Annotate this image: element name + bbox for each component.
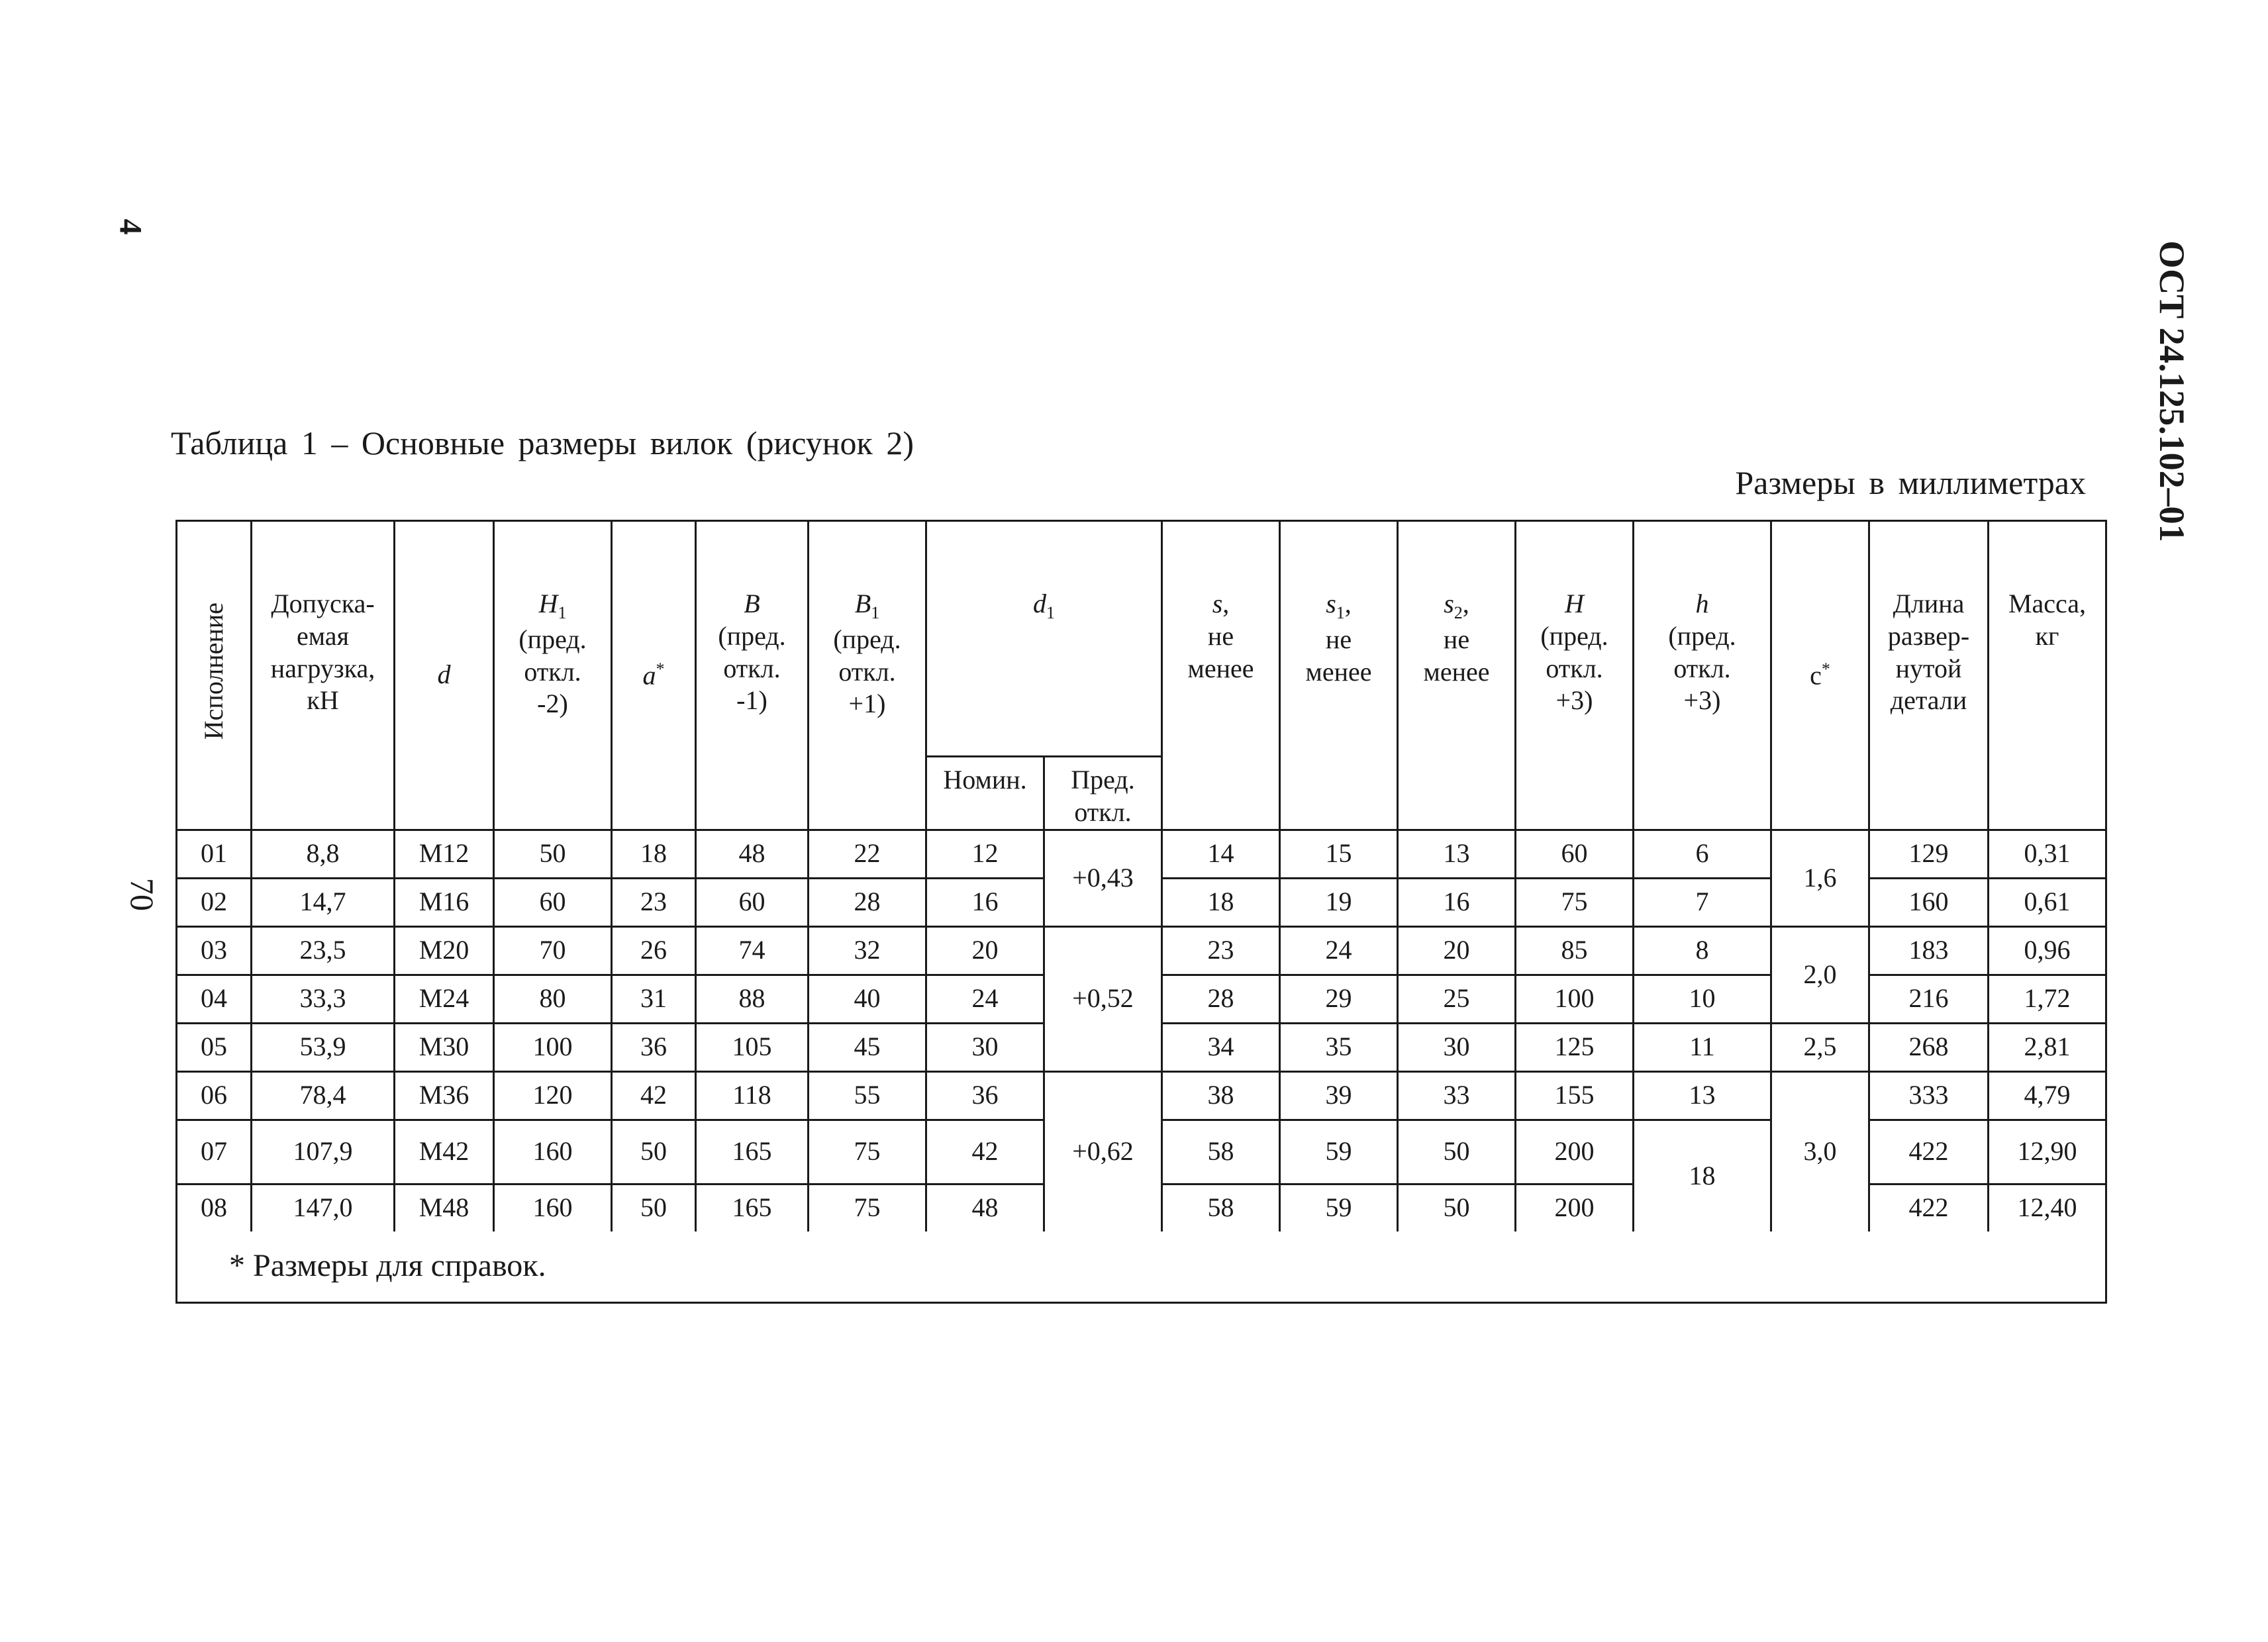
cell-H1: 60 — [494, 878, 612, 926]
table-row — [177, 926, 2106, 975]
cell-mass: 0,31 — [1989, 830, 2106, 878]
cell-h: 6 — [1634, 830, 1771, 878]
cell-d: M12 — [395, 830, 494, 878]
cell-load: 23,5 — [252, 926, 395, 975]
cell-length: 183 — [1869, 926, 1989, 975]
cell-H: 60 — [1516, 830, 1634, 878]
header-c: c* — [1771, 521, 1869, 830]
cell-s1: 59 — [1280, 1120, 1398, 1184]
cell-d1: 36 — [926, 1071, 1044, 1120]
cell-B1: 75 — [809, 1120, 926, 1184]
cell-exec: 08 — [177, 1184, 252, 1232]
cell-length: 333 — [1869, 1071, 1989, 1120]
cell-H: 155 — [1516, 1071, 1634, 1120]
cell-d1: 20 — [926, 926, 1044, 975]
cell-d1: 12 — [926, 830, 1044, 878]
cell-mass: 0,61 — [1989, 878, 2106, 926]
header-d: d — [395, 521, 494, 830]
cell-mass: 1,72 — [1989, 975, 2106, 1023]
cell-H1: 120 — [494, 1071, 612, 1120]
cell-c: 2,0 — [1771, 926, 1869, 1023]
cell-B: 60 — [696, 878, 809, 926]
header-B: B (пред. откл. -1) — [696, 521, 809, 830]
table-row — [177, 830, 2106, 878]
header-s1: $s_1$, не менее — [1280, 521, 1398, 830]
cell-B: 88 — [696, 975, 809, 1023]
cell-s: 34 — [1162, 1023, 1280, 1071]
cell-mass: 2,81 — [1989, 1023, 2106, 1071]
cell-length: 160 — [1869, 878, 1989, 926]
cell-exec: 01 — [177, 830, 252, 878]
cell-d: M36 — [395, 1071, 494, 1120]
cell-d1: 48 — [926, 1184, 1044, 1232]
cell-a: 18 — [612, 830, 696, 878]
cell-B1: 75 — [809, 1184, 926, 1232]
cell-B: 105 — [696, 1023, 809, 1071]
cell-s1: 15 — [1280, 830, 1398, 878]
cell-mass: 4,79 — [1989, 1071, 2106, 1120]
cell-H1: 100 — [494, 1023, 612, 1071]
cell-H: 75 — [1516, 878, 1634, 926]
cell-s1: 59 — [1280, 1184, 1398, 1232]
cell-H1: 160 — [494, 1120, 612, 1184]
cell-H: 125 — [1516, 1023, 1634, 1071]
cell-H1: 160 — [494, 1184, 612, 1232]
cell-s2: 25 — [1398, 975, 1516, 1023]
cell-s2: 50 — [1398, 1184, 1516, 1232]
cell-H: 100 — [1516, 975, 1634, 1023]
header-mass: Масса, кг — [1989, 521, 2106, 830]
cell-exec: 03 — [177, 926, 252, 975]
cell-d1: 42 — [926, 1120, 1044, 1184]
cell-load: 8,8 — [252, 830, 395, 878]
sheet-number: 70 — [124, 878, 161, 911]
cell-c: 3,0 — [1771, 1071, 1869, 1232]
table-footnote: * Размеры для справок. — [177, 1232, 2106, 1303]
cell-B: 165 — [696, 1120, 809, 1184]
cell-a: 23 — [612, 878, 696, 926]
cell-h: 18 — [1634, 1120, 1771, 1232]
cell-mass: 12,90 — [1989, 1120, 2106, 1184]
cell-B1: 55 — [809, 1071, 926, 1120]
page-number: 4 — [113, 218, 148, 235]
header-s: s, не менее — [1162, 521, 1280, 830]
cell-h: 10 — [1634, 975, 1771, 1023]
cell-H1: 50 — [494, 830, 612, 878]
cell-s1: 39 — [1280, 1071, 1398, 1120]
cell-B1: 28 — [809, 878, 926, 926]
cell-B1: 45 — [809, 1023, 926, 1071]
cell-s2: 33 — [1398, 1071, 1516, 1120]
cell-c: 1,6 — [1771, 830, 1869, 926]
cell-a: 31 — [612, 975, 696, 1023]
dimensions-table — [175, 520, 2107, 1304]
cell-s1: 19 — [1280, 878, 1398, 926]
header-load: Допуска- емая нагрузка, кН — [252, 521, 395, 830]
cell-s2: 20 — [1398, 926, 1516, 975]
cell-d1: 16 — [926, 878, 1044, 926]
cell-length: 268 — [1869, 1023, 1989, 1071]
cell-h: 7 — [1634, 878, 1771, 926]
cell-d1: 24 — [926, 975, 1044, 1023]
cell-d1-dev: +0,43 — [1044, 830, 1162, 926]
cell-B: 165 — [696, 1184, 809, 1232]
cell-length: 422 — [1869, 1184, 1989, 1232]
cell-H: 200 — [1516, 1120, 1634, 1184]
cell-load: 78,4 — [252, 1071, 395, 1120]
cell-H: 200 — [1516, 1184, 1634, 1232]
cell-B: 74 — [696, 926, 809, 975]
cell-length: 216 — [1869, 975, 1989, 1023]
cell-s: 58 — [1162, 1184, 1280, 1232]
header-execution: Исполнение — [177, 521, 252, 830]
header-d1-deviation: Пред. откл. — [1044, 757, 1162, 830]
cell-d: M42 — [395, 1120, 494, 1184]
cell-s: 23 — [1162, 926, 1280, 975]
cell-exec: 04 — [177, 975, 252, 1023]
table-title: Таблица 1 – Основные размеры вилок (рисунок 2) — [171, 424, 914, 461]
cell-a: 50 — [612, 1120, 696, 1184]
cell-s2: 13 — [1398, 830, 1516, 878]
cell-load: 33,3 — [252, 975, 395, 1023]
cell-exec: 07 — [177, 1120, 252, 1184]
cell-B1: 32 — [809, 926, 926, 975]
cell-B: 48 — [696, 830, 809, 878]
cell-a: 36 — [612, 1023, 696, 1071]
cell-a: 26 — [612, 926, 696, 975]
document-code: ОСТ 24.125.102–01 — [2152, 240, 2192, 542]
cell-exec: 06 — [177, 1071, 252, 1120]
header-d1-nominal: Номин. — [926, 757, 1044, 830]
units-note: Размеры в миллиметрах — [1735, 464, 2086, 501]
cell-s1: 35 — [1280, 1023, 1398, 1071]
cell-d: M30 — [395, 1023, 494, 1071]
cell-B1: 40 — [809, 975, 926, 1023]
cell-s: 14 — [1162, 830, 1280, 878]
header-d1: $d_1$ — [926, 521, 1162, 757]
cell-B1: 22 — [809, 830, 926, 878]
cell-mass: 0,96 — [1989, 926, 2106, 975]
header-s2: $s_2$, не менее — [1398, 521, 1516, 830]
header-length: Длина развер- нутой детали — [1869, 521, 1989, 830]
cell-mass: 12,40 — [1989, 1184, 2106, 1232]
cell-load: 107,9 — [252, 1120, 395, 1184]
cell-load: 14,7 — [252, 878, 395, 926]
header-h: h (пред. откл. +3) — [1634, 521, 1771, 830]
cell-d1-dev: +0,52 — [1044, 926, 1162, 1071]
cell-d: M48 — [395, 1184, 494, 1232]
cell-s2: 16 — [1398, 878, 1516, 926]
cell-a: 42 — [612, 1071, 696, 1120]
cell-a: 50 — [612, 1184, 696, 1232]
cell-s: 38 — [1162, 1071, 1280, 1120]
table-row — [177, 1071, 2106, 1120]
header-H: H (пред. откл. +3) — [1516, 521, 1634, 830]
cell-d: M24 — [395, 975, 494, 1023]
header-a: a* — [612, 521, 696, 830]
cell-exec: 05 — [177, 1023, 252, 1071]
cell-d1-dev: +0,62 — [1044, 1071, 1162, 1232]
cell-length: 129 — [1869, 830, 1989, 878]
cell-s2: 50 — [1398, 1120, 1516, 1184]
cell-H1: 80 — [494, 975, 612, 1023]
cell-H: 85 — [1516, 926, 1634, 975]
cell-d: M16 — [395, 878, 494, 926]
cell-h: 8 — [1634, 926, 1771, 975]
cell-s: 28 — [1162, 975, 1280, 1023]
cell-d: M20 — [395, 926, 494, 975]
cell-B: 118 — [696, 1071, 809, 1120]
cell-H1: 70 — [494, 926, 612, 975]
cell-exec: 02 — [177, 878, 252, 926]
cell-h: 13 — [1634, 1071, 1771, 1120]
cell-s: 18 — [1162, 878, 1280, 926]
cell-c: 2,5 — [1771, 1023, 1869, 1071]
cell-load: 147,0 — [252, 1184, 395, 1232]
cell-h: 11 — [1634, 1023, 1771, 1071]
cell-s: 58 — [1162, 1120, 1280, 1184]
cell-s1: 24 — [1280, 926, 1398, 975]
cell-s1: 29 — [1280, 975, 1398, 1023]
cell-load: 53,9 — [252, 1023, 395, 1071]
header-H1: $H_1$ (пред. откл. -2) — [494, 521, 612, 830]
cell-length: 422 — [1869, 1120, 1989, 1184]
cell-d1: 30 — [926, 1023, 1044, 1071]
header-B1: $B_1$ (пред. откл. +1) — [809, 521, 926, 830]
cell-s2: 30 — [1398, 1023, 1516, 1071]
